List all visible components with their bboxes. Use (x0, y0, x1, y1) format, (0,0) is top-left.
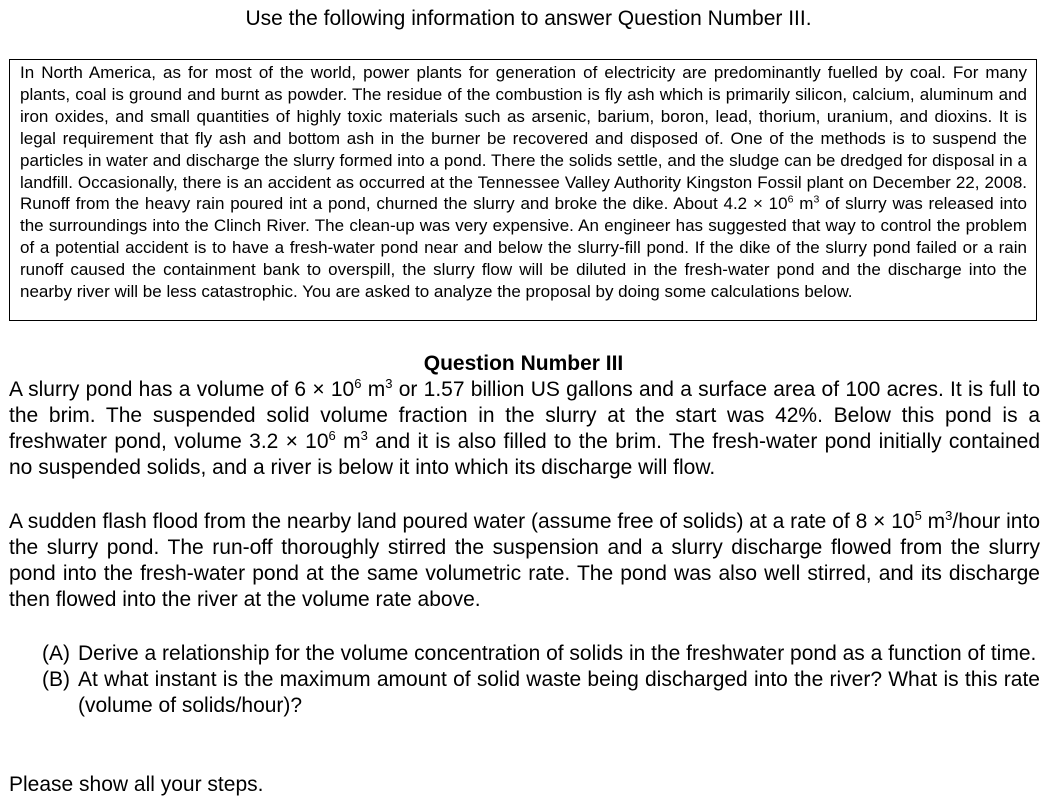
part-text: Derive a relationship for the volume concentration of solids in the freshwater pond as a function of time. (78, 642, 1037, 665)
info-text-2: m (793, 194, 814, 214)
background-info-box (9, 59, 1037, 321)
q2-exponent-2: 3 (945, 508, 953, 524)
footer-instruction: Please show all your steps. (9, 773, 264, 796)
q1-text-4: m (335, 430, 361, 453)
question-part-b (42, 667, 1040, 719)
info-text-1: In North America, as for most of the world, power plants for generation of electricity are predominantly fuelled by coal. For many plants, coal is ground and burnt as powder. The residue of the combustion is fly ash which is primarily silicon, calcium, aluminum and iron oxides, and small quantities of highly toxic materials such as arsenic, barium, boron, lead, thorium, uranium, and dioxins. It is legal requirement that fly ash and bottom ash in the burner be recovered and disposed of. One of the methods is to suspend the particles in water and discharge the slurry formed into a pond. There the solids settle, and the sludge can be dredged for disposal in a landfill. Occasionally, there is an accident as occurred at the Tennessee Valley Authority Kingston Fossil plant on December 22, 2008. Runoff from the heavy rain poured int a pond, churned the slurry and broke the dike. About 4.2 × 10 (20, 63, 1027, 214)
part-text: At what instant is the maximum amount of solid waste being discharged into the river? What is this rate (volume of solids/hour)? (78, 668, 1040, 717)
q1-text-2: m (361, 378, 386, 401)
info-exponent-2: 3 (813, 194, 820, 207)
question-paragraph-2 (9, 509, 1040, 613)
q1-exponent-2: 3 (385, 376, 393, 392)
q1-text-3: or 1.57 billion US gallons and a surface area of 100 acres. It is full to the brim. The suspended solid volume fraction in the slurry at the start was 42%. Below this pond is a freshwater pond, volume 3.2 × 10 (9, 378, 1041, 453)
q2-text-3: /hour into the slurry pond. The run-off thoroughly stirred the suspension and a slurry discharge flowed from the slurry pond into the fresh-water pond at the same volumetric rate. The pond was also well stirred, and its discharge then flowed into the river at the volume rate above. (9, 510, 1040, 611)
part-label: (A) (42, 642, 70, 665)
q1-exponent-3: 6 (328, 428, 336, 444)
q1-text-1: A slurry pond has a volume of 6 × 10 (9, 378, 355, 401)
q1-exponent-4: 3 (360, 428, 368, 444)
q1-text-5: and it is also filled to the brim. The fresh-water pond initially contained no suspended solids, and a river is below it into which its discharge will flow. (9, 430, 1040, 479)
instruction-header: Use the following information to answer Question Number III. (245, 7, 812, 30)
part-label: (B) (42, 668, 70, 691)
question-parts-list (42, 641, 1040, 719)
question-title: Question Number III (423, 352, 624, 375)
info-text-3: of slurry was released into the surroundings into the Clinch River. The clean-up was very expensive. An engineer has suggested that way to control the problem of a potential accident is to have a fresh-water pond near and below the slurry-fill pond. If the dike of the slurry pond failed or a rain runoff caused the containment bank to overspill, the slurry flow will be diluted in the fresh-water pond and the discharge into the nearby river will be less catastrophic. You are asked to analyze the proposal by doing some calculations below. (20, 194, 1027, 302)
q2-exponent-1: 5 (914, 508, 922, 524)
q2-text-2: m (921, 510, 946, 533)
q2-text-1: A sudden flash flood from the nearby land poured water (assume free of solids) at a rate of 8 × 10 (9, 510, 915, 533)
q1-exponent-1: 6 (354, 376, 362, 392)
info-exponent-1: 6 (787, 194, 794, 207)
question-part-a (42, 641, 1040, 667)
question-paragraph-1 (9, 377, 1040, 481)
